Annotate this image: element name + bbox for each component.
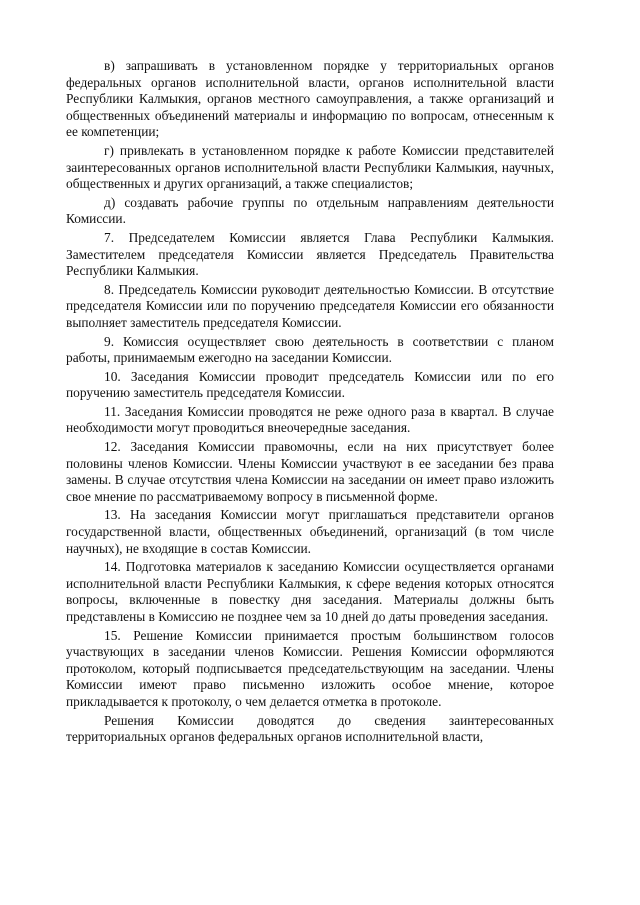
paragraph-7-chairman: 7. Председателем Комиссии является Глава Республики Калмыкия. Заместителем председателя Комиссии является Председатель Правительства Республики Калмыкия.: [66, 229, 554, 279]
paragraph-item-v: в) запрашивать в установленном порядке у территориальных органов федеральных органов исполнительной власти, органов исполнительной власти Республики Калмыкия, органов местного самоуправления, а также организаций и общественных объединений материалы и информацию по вопросам, отнесенным к ее компетенции;: [66, 58, 554, 140]
paragraph-item-d: д) создавать рабочие группы по отдельным направлениям деятельности Комиссии.: [66, 194, 554, 227]
paragraph-14-materials-preparation: 14. Подготовка материалов к заседанию Комиссии осуществляется органами исполнительной власти Республики Калмыкия, к сфере ведения которых относятся вопросы, включенные в повестку дня заседания. Материалы должны быть представлены в Комиссию не позднее чем за 10 дней до даты проведения заседания.: [66, 559, 554, 624]
paragraph-15-decisions: 15. Решение Комиссии принимается простым большинством голосов участвующих в заседании членов Комиссии. Решения Комиссии оформляются протоколом, который подписывается председательствующим на заседании. Члены Комиссии имеют право письменно изложить особое мнение, которое прикладывается к протоколу, о чем делается отметка в протоколе.: [66, 627, 554, 709]
paragraph-8-chairman-duties: 8. Председатель Комиссии руководит деятельностью Комиссии. В отсутствие председателя Комиссии или по поручению председателя Комиссии его обязанности выполняет заместитель председателя Комиссии.: [66, 281, 554, 330]
paragraph-11-meeting-frequency: 11. Заседания Комиссии проводятся не реже одного раза в квартал. В случае необходимости могут проводиться внеочередные заседания.: [66, 403, 554, 436]
document-body: [66, 58, 554, 746]
paragraph-12-quorum: 12. Заседания Комиссии правомочны, если на них присутствует более половины членов Комиссии. Члены Комиссии участвуют в ее заседании без права замены. В случае отсутствия члена Комиссии на заседании он имеет право изложить свое мнение по рассматриваемому вопросу в письменной форме.: [66, 439, 554, 504]
paragraph-9-work-plan: 9. Комиссия осуществляет свою деятельность в соответствии с планом работы, принимаемым ежегодно на заседании Комиссии.: [66, 333, 554, 366]
paragraph-item-g: г) привлекать в установленном порядке к работе Комиссии представителей заинтересованных органов исполнительной власти Республики Калмыкия, научных, общественных и других организаций, а также специалистов;: [66, 142, 554, 192]
paragraph-decisions-distribution: Решения Комиссии доводятся до сведения заинтересованных территориальных органов федеральных органов исполнительной власти,: [66, 712, 554, 745]
paragraph-10-meetings-lead: 10. Заседания Комиссии проводит председатель Комиссии или по его поручению заместитель председателя Комиссии.: [66, 368, 554, 401]
paragraph-13-invited-representatives: 13. На заседания Комиссии могут приглашаться представители органов государственной власти, общественных объединений, организаций (в том числе научных), не входящие в состав Комиссии.: [66, 507, 554, 556]
